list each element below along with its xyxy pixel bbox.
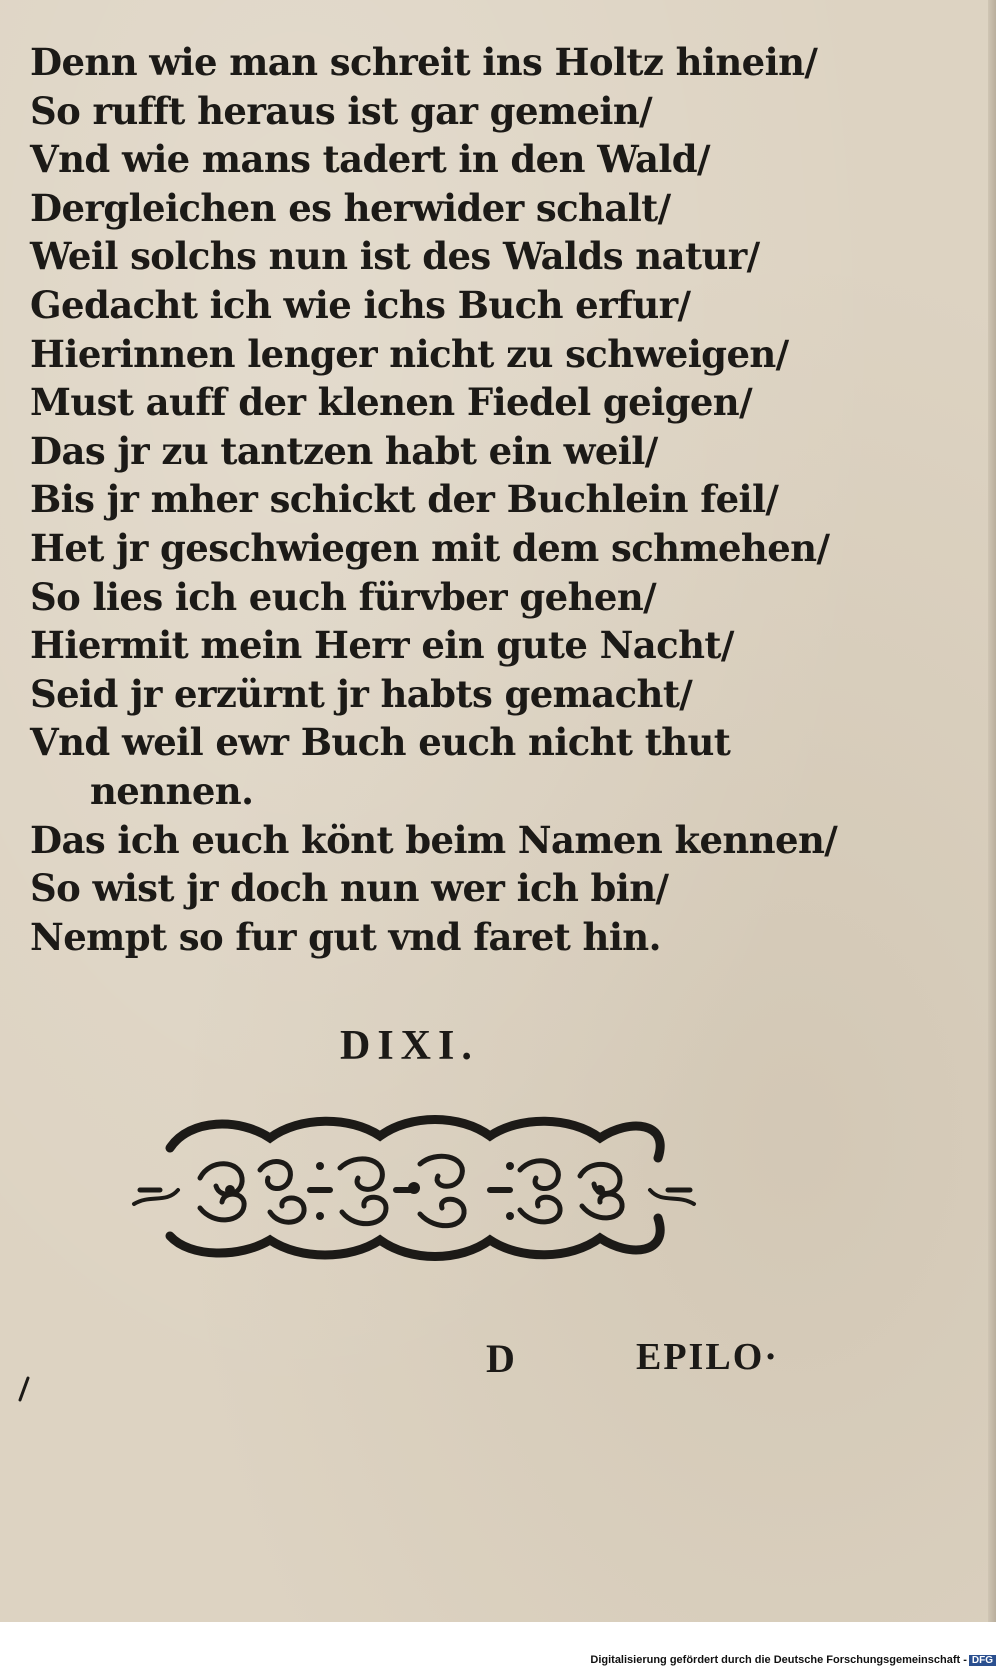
verse-line: Das jr zu tantzen habt ein weil/: [30, 428, 658, 473]
verse-line: Hierinnen lenger nicht zu schweigen/: [30, 331, 789, 376]
verse-line: Hiermit mein Herr ein gute Nacht/: [30, 623, 734, 668]
digitization-credit: [590, 1654, 996, 1666]
verse-line: Vnd wie mans tadert in den Wald/: [30, 137, 710, 182]
verse-line: Weil solchs nun ist des Walds natur/: [30, 234, 760, 279]
verse-line: Seid jr erzürnt jr habts gemacht/: [30, 671, 693, 716]
dfg-logo: DFG: [969, 1655, 996, 1666]
verse-line: Gedacht ich wie ichs Buch erfur/: [30, 282, 691, 327]
catchword: EPILO·: [636, 1336, 779, 1378]
page-edge: [988, 0, 996, 1622]
signature-mark: D: [486, 1336, 515, 1381]
ink-mark: [14, 1376, 34, 1402]
verse-line: Dergleichen es herwider schalt/: [30, 185, 671, 230]
verse-line-continuation: nennen.: [90, 768, 254, 813]
verse-line: So wist jr doch nun wer ich bin/: [30, 866, 669, 911]
closing-word: DIXI.: [340, 1023, 479, 1069]
verse-line: So rufft heraus ist gar gemein/: [30, 88, 653, 133]
printers-ornament: [130, 1108, 698, 1268]
verse-line: Denn wie man schreit ins Holtz hinein/: [30, 40, 818, 84]
verse-line: Bis jr mher schickt der Buchlein feil/: [30, 477, 779, 522]
verse-line: Vnd weil ewr Buch euch nicht thut: [30, 720, 731, 765]
verse-line: Das ich euch könt beim Namen kennen/: [30, 817, 838, 862]
verse-block: [30, 38, 838, 961]
credit-text: Digitalisierung gefördert durch die Deutsche Forschungsgemeinschaft -: [590, 1654, 967, 1666]
verse-line: Nempt so fur gut vnd faret hin.: [30, 914, 661, 959]
verse-line: Het jr geschwiegen mit dem schmehen/: [30, 525, 830, 570]
verse-line: Must auff der klenen Fiedel geigen/: [30, 380, 752, 425]
verse-line: So lies ich euch fürvber gehen/: [30, 574, 657, 619]
